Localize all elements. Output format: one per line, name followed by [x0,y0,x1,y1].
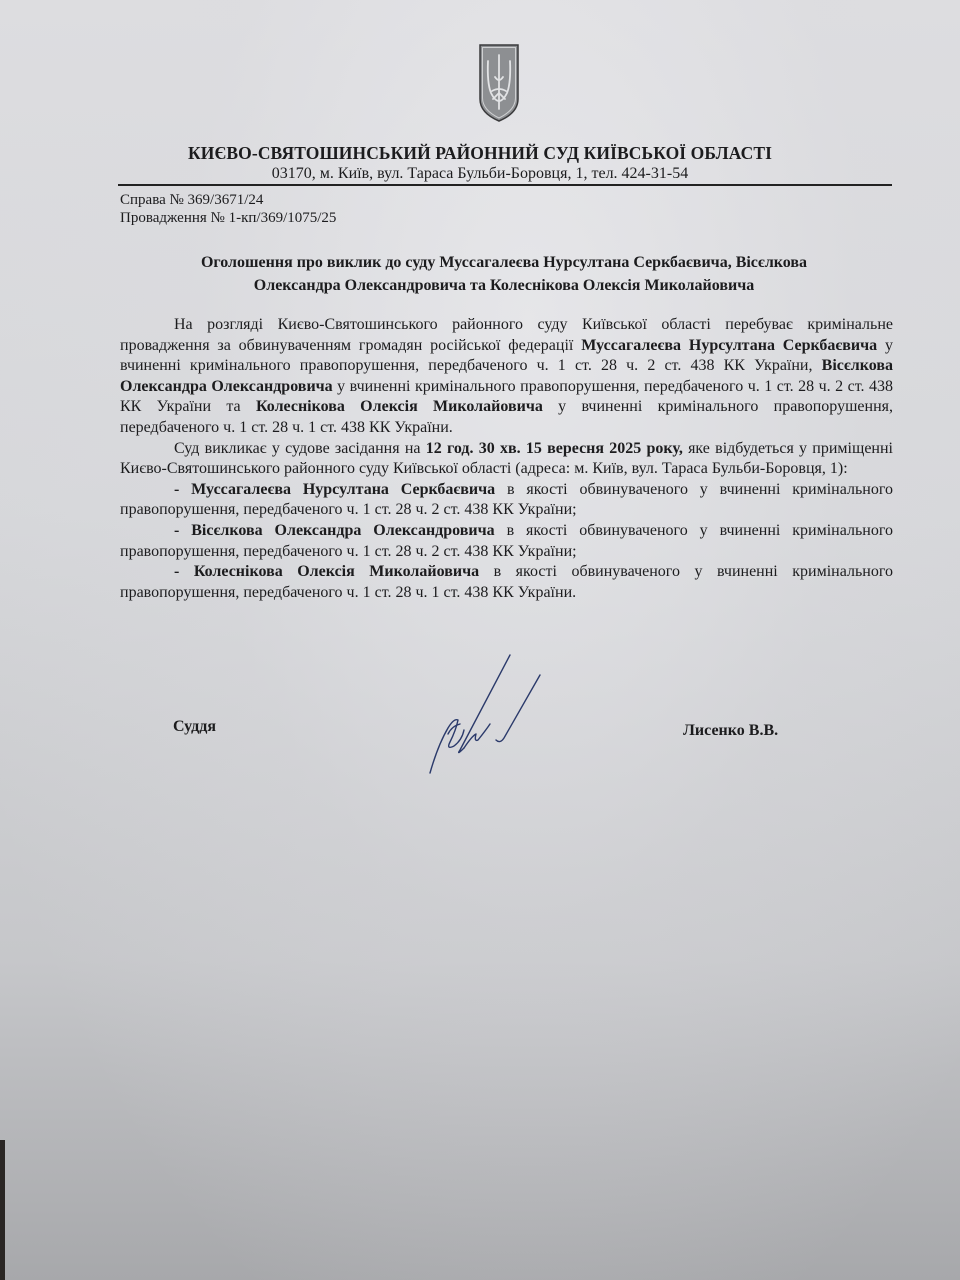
announcement-body [120,315,893,603]
table-edge [0,1140,5,1280]
defendant-name: - Колеснікова Олексія Миколайовича [174,563,480,581]
proceeding-number: Провадження № 1-кп/369/1075/25 [120,210,337,226]
text: в якості обвинуваченого у вчиненні кримінального правопорушення, передбаченого ч. 1 ст. 28 ч. 2 ст. 438 КК України; [120,480,893,519]
text: в якості обвинуваченого у вчиненні кримінального правопорушення, передбаченого ч. 1 ст. 28 ч. 2 ст. 438 КК України; [120,521,893,560]
list-item [120,521,893,562]
case-info [120,191,336,227]
text: На розгляді Києво-Святошинського районного суду Київської області перебуває кримінальне провадження за обвинуваченням громадян російської федерації [120,316,893,354]
judge-name: Лисенко В.В. [683,722,779,739]
announcement-title [120,251,888,297]
case-number: Справа № 369/3671/24 [120,192,264,208]
header-divider [118,184,892,186]
judge-role-label: Суддя [173,718,216,735]
text: у вчиненні кримінального правопорушення, передбаченого ч. 1 ст. 28 ч. 2 ст. 438 КК України та [120,377,894,416]
list-item [120,480,893,521]
text: Суд викликає у судове засідання на [174,439,426,457]
defendant-name: - Муссагалеєва Нурсултана Серкбаєвича [174,480,496,498]
text: у вчиненні кримінального правопорушення, передбаченого ч. 1 ст. 28 ч. 2 ст. 438 КК України, [120,336,894,375]
title-line-1: Оголошення про виклик до суду Муссагалеєва Нурсултана Серкбаєвича, Вісєлкова [200,254,808,271]
court-name: КИЄВО-СВЯТОШИНСЬКИЙ РАЙОННИЙ СУД КИЇВСЬКОЇ ОБЛАСТІ [187,143,773,163]
list-item [120,562,893,603]
trident-coat-of-arms-icon [478,43,520,123]
paragraph-proceeding [120,315,893,439]
defendant-name: - Вісєлкова Олександра Олександровича [174,521,495,539]
paragraph-summons [120,439,893,480]
defendant-name: Колеснікова Олексія Миколайовича [255,398,543,416]
hearing-datetime: 12 год. 30 хв. 15 вересня 2025 року, [425,439,683,457]
defendant-name: Муссагалеєва Нурсултана Серкбаєвича [581,336,878,354]
text: в якості обвинуваченого у вчиненні кримінального правопорушення, передбаченого ч. 1 ст. 28 ч. 1 ст. 438 КК України. [120,563,893,601]
text: яке відбудеться у приміщенні Києво-Святошинського районного суду Київської області (адреса: м. Київ, вул. Тараса Бульби-Боровця, 1): [120,439,893,478]
title-line-2: Олександра Олександровича та Колеснікова Олексія Миколайовича [253,277,755,294]
court-address: 03170, м. Київ, вул. Тараса Бульби-Боровця, 1, тел. 424-31-54 [271,165,689,182]
defendant-name: Вісєлкова Олександра Олександровича [120,357,893,395]
text: у вчиненні кримінального правопорушення, передбаченого ч. 1 ст. 28 ч. 1 ст. 438 КК України. [120,398,894,436]
handwritten-signature [420,650,550,780]
